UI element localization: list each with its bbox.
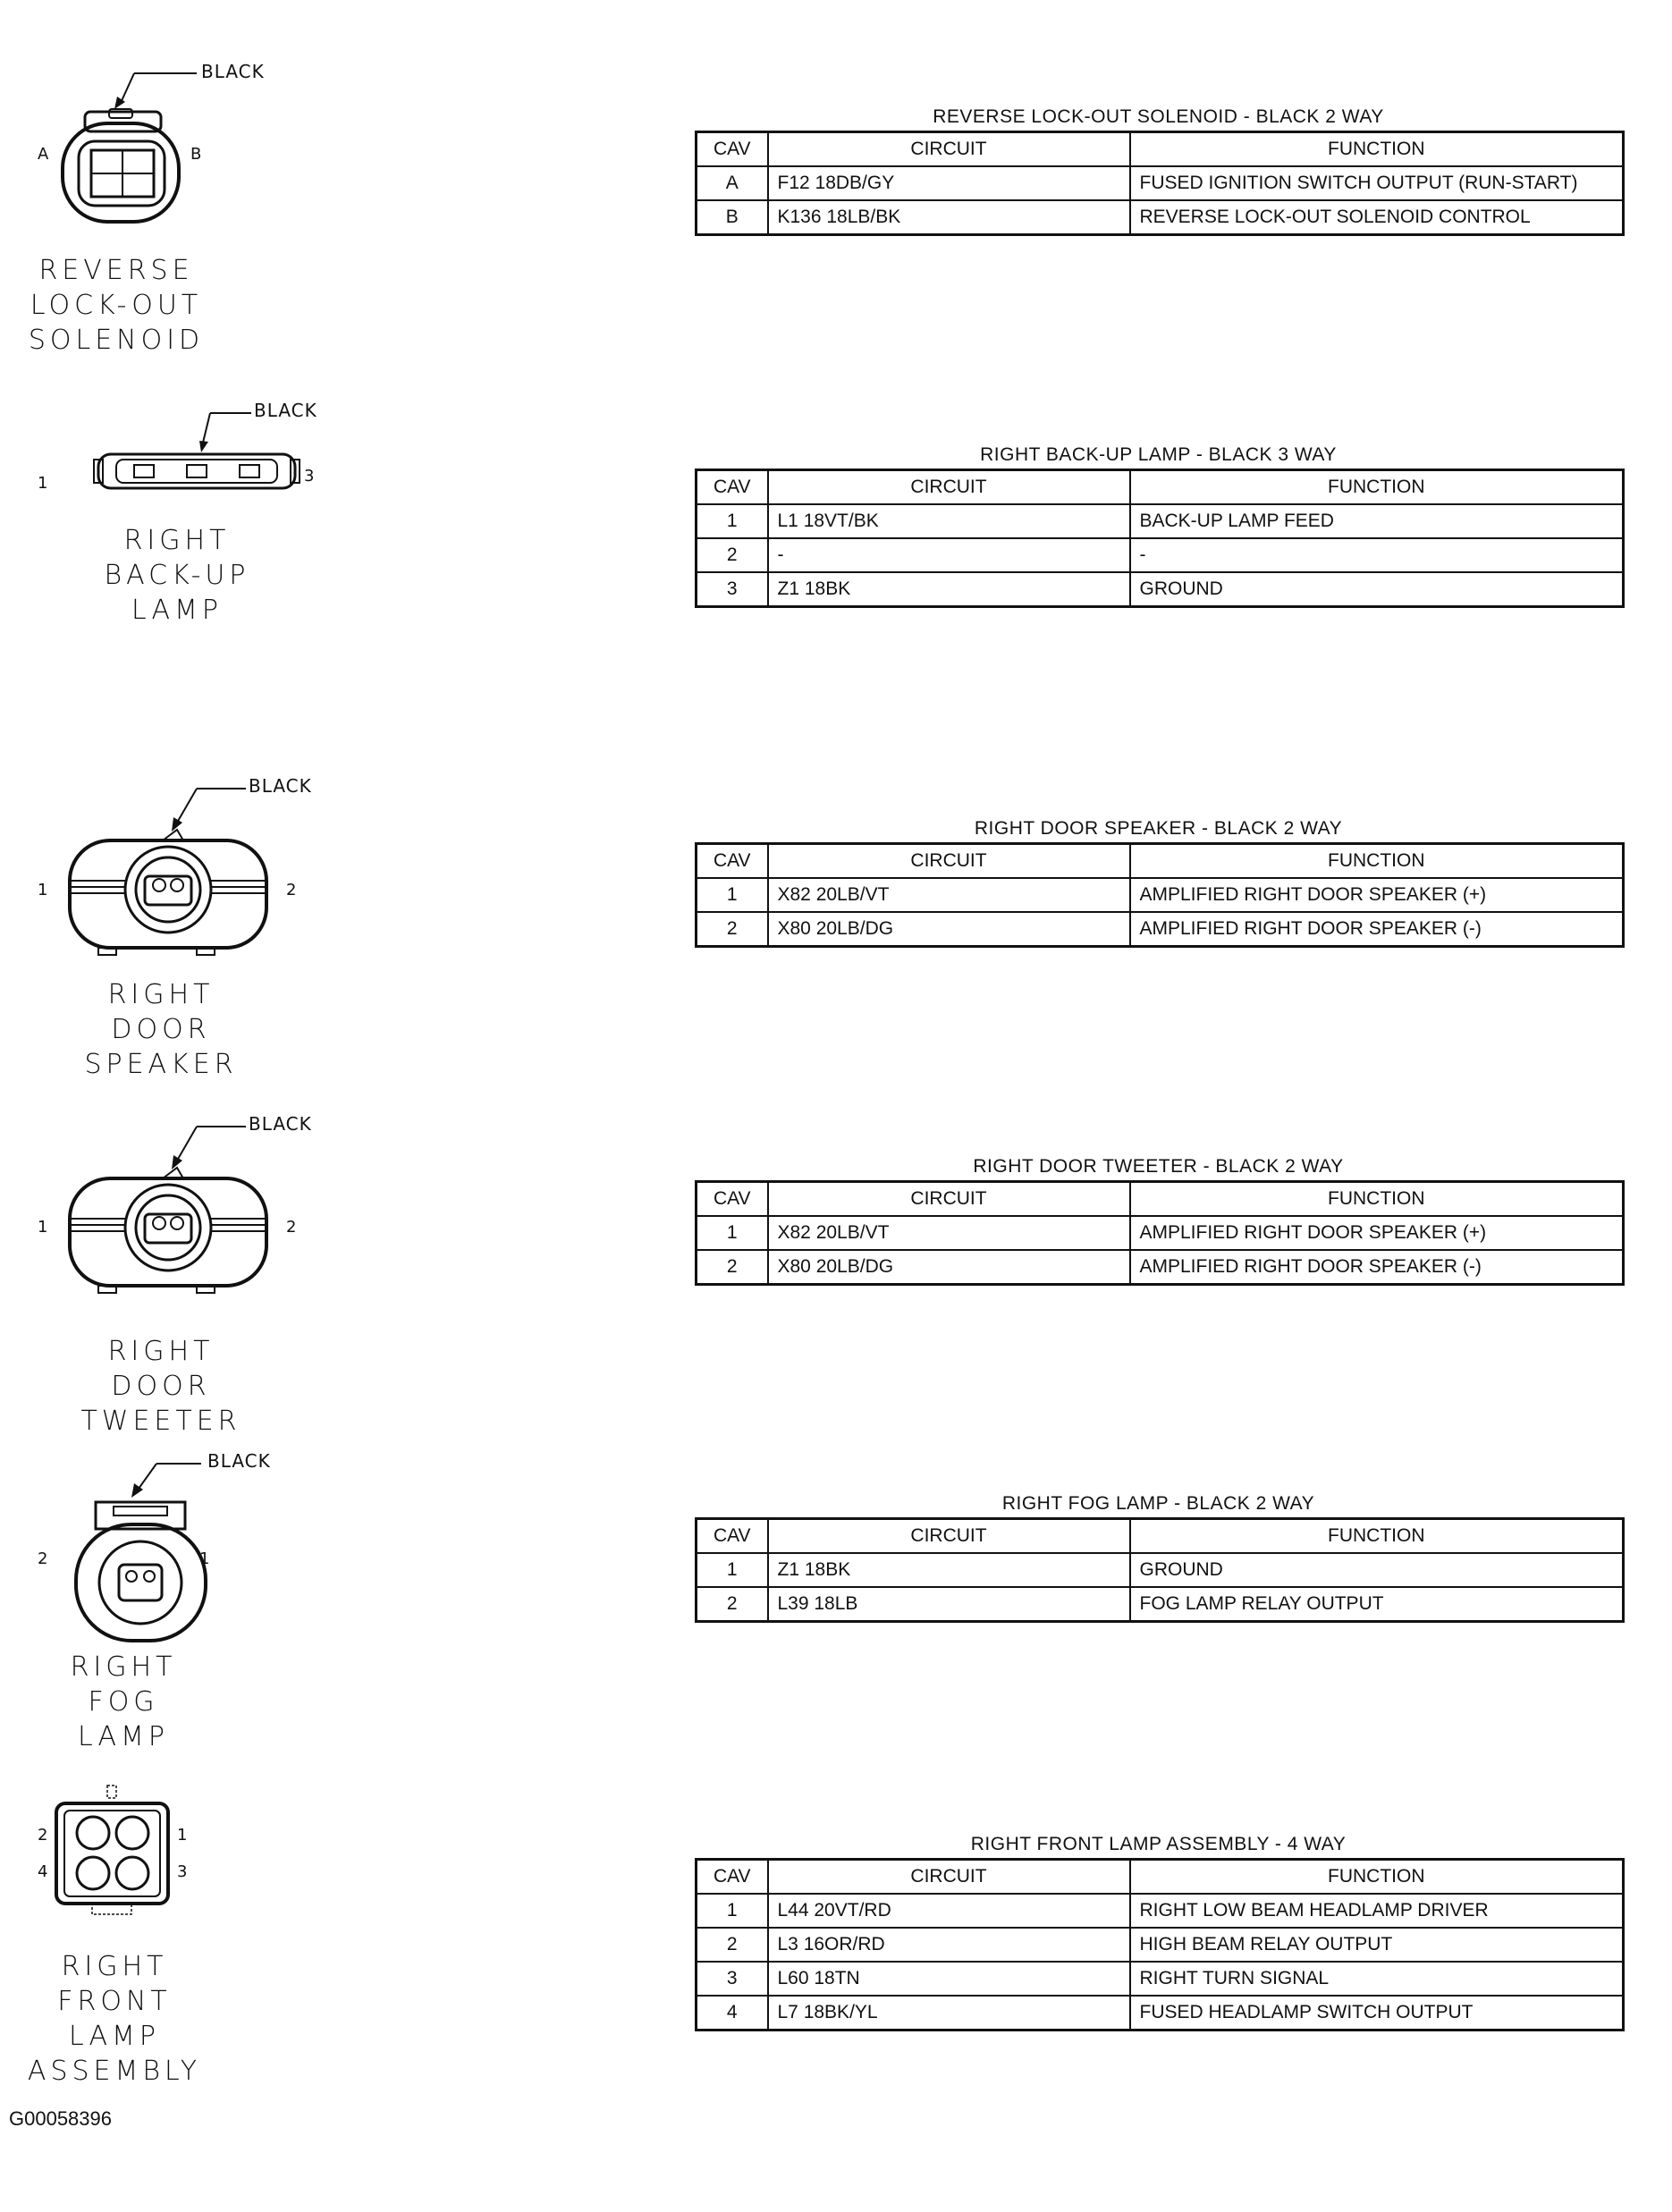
table-row	[697, 1894, 1624, 1928]
column-header-function: FUNCTION	[1130, 1182, 1624, 1217]
table-header-row	[697, 1860, 1624, 1895]
column-header-cav: CAV	[697, 1519, 768, 1554]
table-title: RIGHT BACK-UP LAMP - BLACK 3 WAY	[980, 444, 1337, 465]
column-header-circuit: CIRCUIT	[768, 1519, 1130, 1554]
cell-cav: 3	[697, 572, 768, 607]
table-row	[697, 166, 1624, 200]
column-header-cav: CAV	[697, 1182, 768, 1217]
column-header-circuit: CIRCUIT	[768, 1860, 1130, 1895]
cell-function: AMPLIFIED RIGHT DOOR SPEAKER (-)	[1130, 912, 1624, 947]
pin-label: 2	[38, 1549, 48, 1568]
cell-circuit: X80 20LB/DG	[768, 1250, 1130, 1285]
table-row	[697, 1250, 1624, 1285]
connector-name-line: SOLENOID	[28, 325, 205, 356]
connector-name-line: REVERSE	[38, 255, 194, 286]
table-title: RIGHT DOOR SPEAKER - BLACK 2 WAY	[974, 818, 1343, 839]
pinout-table	[695, 1858, 1625, 2031]
cell-function: FUSED HEADLAMP SWITCH OUTPUT	[1130, 1996, 1624, 2030]
cell-function: GROUND	[1130, 572, 1624, 607]
cell-function: AMPLIFIED RIGHT DOOR SPEAKER (+)	[1130, 1216, 1624, 1250]
pin-label: 1	[38, 1218, 48, 1237]
table-row	[697, 1587, 1624, 1622]
cell-function: -	[1130, 538, 1624, 572]
connector-icon-backup-lamp	[85, 402, 308, 510]
pin-label: A	[38, 145, 49, 164]
cell-function: BACK-UP LAMP FEED	[1130, 504, 1624, 538]
cell-function: REVERSE LOCK-OUT SOLENOID CONTROL	[1130, 200, 1624, 235]
connector-name-line: ASSEMBLY	[27, 2056, 202, 2087]
cell-circuit: L44 20VT/RD	[768, 1894, 1130, 1928]
cell-cav: 1	[697, 878, 768, 912]
cell-function: FUSED IGNITION SWITCH OUTPUT (RUN-START)	[1130, 166, 1624, 200]
pin-label: 2	[286, 881, 297, 899]
column-header-cav: CAV	[697, 470, 768, 505]
pin-label: 2	[286, 1218, 297, 1237]
table-row	[697, 572, 1624, 607]
pinout-table-container	[695, 1831, 1622, 2031]
connector-name	[88, 523, 266, 628]
connector-name-line: RIGHT DOOR	[107, 1336, 215, 1402]
connector-name-line: FRONT	[57, 1986, 172, 2017]
cell-function: AMPLIFIED RIGHT DOOR SPEAKER (-)	[1130, 1250, 1624, 1285]
connector-icon-front-lamp-assembly	[52, 1784, 177, 1922]
cell-circuit: X80 20LB/DG	[768, 912, 1130, 947]
cell-function: GROUND	[1130, 1553, 1624, 1587]
connector-name	[34, 1650, 213, 1754]
connector-name-line: RIGHT FOG	[70, 1651, 177, 1718]
connector-name-line: LOCK-OUT	[30, 290, 203, 321]
cell-circuit: L1 18VT/BK	[768, 504, 1130, 538]
cell-cav: A	[697, 166, 768, 200]
cell-circuit: L3 16OR/RD	[768, 1928, 1130, 1962]
cell-cav: 2	[697, 912, 768, 947]
pinout-table	[695, 842, 1625, 948]
pin-label: 4	[38, 1862, 48, 1881]
color-label: BLACK	[249, 775, 312, 797]
cell-cav: 2	[697, 1928, 768, 1962]
cell-function: FOG LAMP RELAY OUTPUT	[1130, 1587, 1624, 1622]
pin-label: 1	[38, 474, 48, 493]
pinout-table	[695, 1180, 1625, 1286]
connector-icon-reverse-lockout	[36, 63, 215, 241]
pinout-table	[695, 131, 1625, 236]
connector-icon-door-tweeter	[63, 1116, 295, 1304]
cell-function: RIGHT TURN SIGNAL	[1130, 1962, 1624, 1996]
pin-label: 3	[304, 467, 315, 485]
pinout-table-container	[695, 104, 1622, 236]
connector-name-line: SPEAKER	[84, 1049, 238, 1080]
column-header-function: FUNCTION	[1130, 470, 1624, 505]
table-title: RIGHT FRONT LAMP ASSEMBLY - 4 WAY	[970, 1834, 1347, 1854]
table-row	[697, 200, 1624, 235]
cell-circuit: Z1 18BK	[768, 1553, 1130, 1587]
column-header-cav: CAV	[697, 132, 768, 167]
column-header-function: FUNCTION	[1130, 1519, 1624, 1554]
pinout-table-container	[695, 1490, 1622, 1623]
column-header-cav: CAV	[697, 844, 768, 879]
pin-label: B	[190, 145, 202, 164]
cell-function: HIGH BEAM RELAY OUTPUT	[1130, 1928, 1624, 1962]
table-title: RIGHT FOG LAMP - BLACK 2 WAY	[1001, 1493, 1315, 1514]
figure-id: G00058396	[9, 2107, 112, 2130]
column-header-function: FUNCTION	[1130, 132, 1624, 167]
table-row	[697, 1962, 1624, 1996]
cell-function: RIGHT LOW BEAM HEADLAMP DRIVER	[1130, 1894, 1624, 1928]
connector-icon-fog-lamp	[49, 1453, 228, 1641]
cell-circuit: L7 18BK/YL	[768, 1996, 1130, 2030]
connector-icon-door-speaker	[63, 778, 295, 966]
color-label: BLACK	[254, 400, 317, 421]
cell-cav: 2	[697, 1250, 768, 1285]
connector-name-line: LAMP	[69, 2021, 160, 2052]
pinout-table	[695, 1517, 1625, 1623]
cell-circuit: X82 20LB/VT	[768, 878, 1130, 912]
cell-circuit: L39 18LB	[768, 1587, 1130, 1622]
column-header-circuit: CIRCUIT	[768, 844, 1130, 879]
table-row	[697, 878, 1624, 912]
table-header-row	[697, 1519, 1624, 1554]
cell-circuit: X82 20LB/VT	[768, 1216, 1130, 1250]
table-row	[697, 912, 1624, 947]
connector-name-line: RIGHT DOOR	[107, 979, 215, 1045]
color-label: BLACK	[201, 61, 265, 82]
table-row	[697, 1928, 1624, 1962]
pin-label: 1	[177, 1826, 188, 1845]
cell-cav: 1	[697, 504, 768, 538]
table-title: REVERSE LOCK-OUT SOLENOID - BLACK 2 WAY	[933, 106, 1384, 127]
table-header-row	[697, 470, 1624, 505]
table-row	[697, 504, 1624, 538]
cell-circuit: L60 18TN	[768, 1962, 1130, 1996]
column-header-circuit: CIRCUIT	[768, 470, 1130, 505]
cell-cav: 2	[697, 538, 768, 572]
table-row	[697, 1553, 1624, 1587]
connector-name-line: TWEETER	[80, 1406, 241, 1437]
table-title: RIGHT DOOR TWEETER - BLACK 2 WAY	[973, 1156, 1344, 1177]
pinout-table	[695, 469, 1625, 608]
column-header-cav: CAV	[697, 1860, 768, 1895]
pinout-table-container	[695, 1153, 1622, 1286]
pinout-table-container	[695, 442, 1622, 608]
connector-name	[54, 1334, 268, 1439]
cell-cav: 1	[697, 1553, 768, 1587]
table-row	[697, 1996, 1624, 2030]
column-header-function: FUNCTION	[1130, 844, 1624, 879]
cell-cav: 1	[697, 1216, 768, 1250]
connector-name-line: RIGHT	[61, 1951, 168, 1982]
table-header-row	[697, 844, 1624, 879]
pin-label: 2	[38, 1826, 48, 1845]
cell-function: AMPLIFIED RIGHT DOOR SPEAKER (+)	[1130, 878, 1624, 912]
table-header-row	[697, 1182, 1624, 1217]
connector-name	[25, 1949, 204, 2089]
pinout-table-container	[695, 815, 1622, 948]
connector-name-line: RIGHT	[123, 525, 231, 556]
connector-name-line: LAMP	[131, 595, 223, 626]
cell-circuit: -	[768, 538, 1130, 572]
pin-label: 1	[38, 881, 48, 899]
pin-label: 1	[199, 1549, 210, 1568]
column-header-circuit: CIRCUIT	[768, 1182, 1130, 1217]
column-header-function: FUNCTION	[1130, 1860, 1624, 1895]
cell-cav: 3	[697, 1962, 768, 1996]
color-label: BLACK	[207, 1450, 271, 1472]
cell-cav: 4	[697, 1996, 768, 2030]
cell-cav: 2	[697, 1587, 768, 1622]
column-header-circuit: CIRCUIT	[768, 132, 1130, 167]
color-label: BLACK	[249, 1113, 312, 1135]
cell-cav: B	[697, 200, 768, 235]
table-header-row	[697, 132, 1624, 167]
cell-circuit: F12 18DB/GY	[768, 166, 1130, 200]
connector-name-line: LAMP	[78, 1721, 169, 1752]
table-row	[697, 1216, 1624, 1250]
connector-name	[54, 977, 268, 1082]
pin-label: 3	[177, 1862, 188, 1881]
connector-name-line: BACK-UP	[104, 560, 250, 591]
connector-name	[27, 253, 206, 358]
cell-circuit: Z1 18BK	[768, 572, 1130, 607]
cell-circuit: K136 18LB/BK	[768, 200, 1130, 235]
cell-cav: 1	[697, 1894, 768, 1928]
table-row	[697, 538, 1624, 572]
